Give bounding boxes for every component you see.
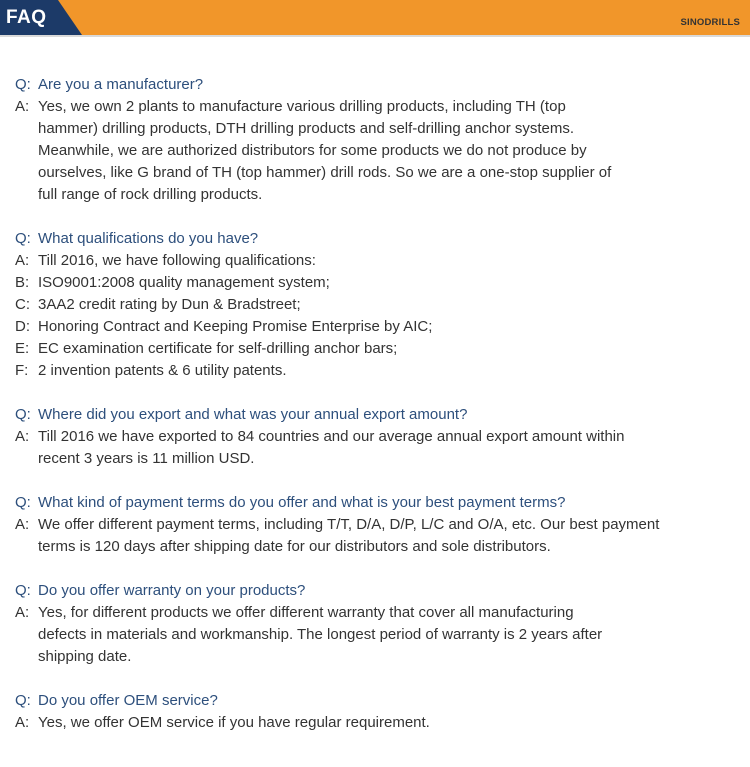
question-text: Do you offer OEM service? [38, 692, 218, 709]
faq-item [15, 690, 740, 734]
question-text: Are you a manufacturer? [38, 76, 204, 93]
faq-answer [15, 294, 740, 316]
faq-answer [15, 338, 740, 360]
faq-answer [15, 360, 740, 382]
answer-text: Till 2016, we have following qualifications: [38, 252, 316, 269]
question-marker: Q: [15, 406, 31, 423]
faq-answer [15, 250, 740, 272]
answer-marker: A: [15, 98, 30, 115]
answer-text: ISO9001:2008 quality management system; [38, 274, 330, 291]
question-marker: Q: [15, 692, 31, 709]
page-title: FAQ [6, 7, 47, 28]
question-marker: Q: [15, 76, 31, 93]
header-bar [0, 0, 750, 37]
faq-answer [15, 514, 740, 558]
answer-marker: F: [15, 362, 29, 379]
answer-marker: D: [15, 318, 30, 335]
faq-question [15, 492, 740, 514]
question-text: Do you offer warranty on your products? [38, 582, 306, 599]
faq-answer [15, 96, 740, 206]
faq-answer [15, 316, 740, 338]
question-text: Where did you export and what was your annual export amount? [38, 406, 468, 423]
question-marker: Q: [15, 494, 31, 511]
faq-question [15, 74, 740, 96]
answer-text: 3AA2 credit rating by Dun & Bradstreet; [38, 296, 301, 313]
faq-question [15, 404, 740, 426]
answer-marker: A: [15, 252, 30, 269]
faq-item [15, 492, 740, 558]
faq-question [15, 690, 740, 712]
faq-item [15, 404, 740, 470]
question-marker: Q: [15, 230, 31, 247]
brand-logo: SINODRILLS [680, 17, 740, 28]
answer-text: Honoring Contract and Keeping Promise Enterprise by AIC; [38, 318, 433, 335]
answer-text: We offer different payment terms, including T/T, D/A, D/P, L/C and O/A, etc. Our best payment terms is 120 days after shipping date for our distributors and sole distributors. [38, 516, 660, 555]
faq-answer [15, 272, 740, 294]
answer-marker: B: [15, 274, 30, 291]
answer-text: Yes, we offer OEM service if you have regular requirement. [38, 714, 430, 731]
faq-answer [15, 426, 740, 470]
question-text: What kind of payment terms do you offer and what is your best payment terms? [38, 494, 566, 511]
faq-item [15, 74, 740, 206]
answer-text: Yes, we own 2 plants to manufacture various drilling products, including TH (top hammer) drilling products, DTH drilling products and self-drilling anchor systems. Meanwhile, we are authorized distributors for some products we do not produce by ourselves, like G brand of TH (top hammer) drill rods. So we are a one-stop supplier of full range of rock drilling products. [38, 98, 612, 203]
answer-text: Till 2016 we have exported to 84 countries and our average annual export amount within recent 3 years is 11 million USD. [38, 428, 625, 467]
answer-marker: E: [15, 340, 30, 357]
faq-list [15, 74, 740, 756]
answer-text: 2 invention patents & 6 utility patents. [38, 362, 287, 379]
faq-question [15, 228, 740, 250]
faq-question [15, 580, 740, 602]
faq-answer [15, 712, 740, 734]
answer-marker: A: [15, 714, 30, 731]
answer-marker: A: [15, 516, 30, 533]
answer-text: EC examination certificate for self-drilling anchor bars; [38, 340, 398, 357]
faq-item [15, 580, 740, 668]
question-text: What qualifications do you have? [38, 230, 259, 247]
answer-marker: C: [15, 296, 30, 313]
answer-marker: A: [15, 428, 30, 445]
question-marker: Q: [15, 582, 31, 599]
faq-item [15, 228, 740, 382]
answer-marker: A: [15, 604, 30, 621]
faq-answer [15, 602, 740, 668]
answer-text: Yes, for different products we offer different warranty that cover all manufacturing defects in materials and workmanship. The longest period of warranty is 2 years after shipping date. [38, 604, 603, 665]
